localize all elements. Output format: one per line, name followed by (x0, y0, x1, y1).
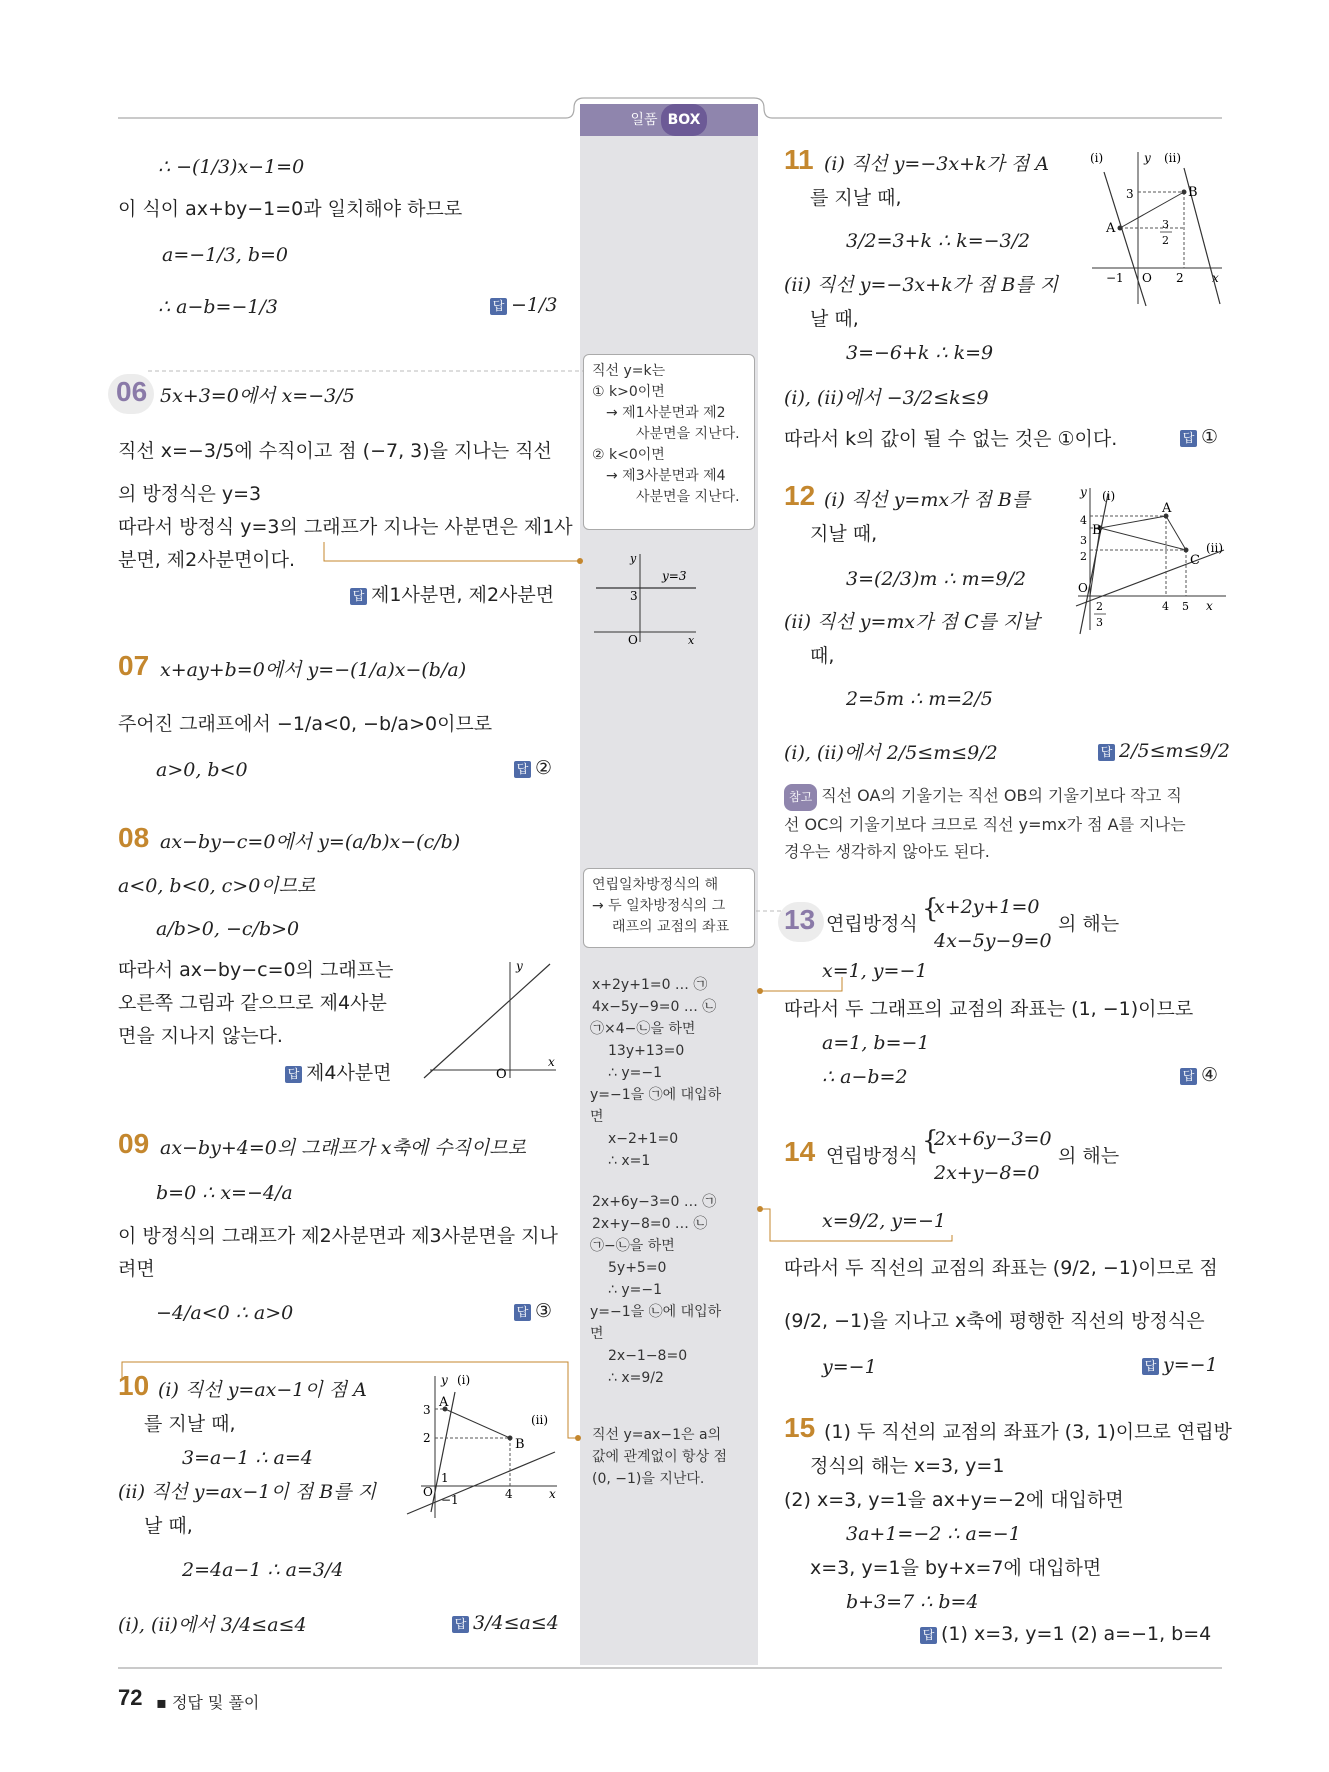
work13-line0: x+2y+1=0 … ㉠ (592, 977, 708, 993)
q13-eq2: 4x−5y−9=0 (934, 930, 1052, 952)
q10-number: 10 (118, 1370, 150, 1401)
side10-line0: 직선 y=ax−1은 a의 (592, 1427, 722, 1443)
q11-line3: 3/2=3+k ∴ k=−3/2 (846, 230, 1031, 252)
q08-line2: a<0, b<0, c>0이므로 (118, 875, 316, 897)
work14-line2: ㉠−㉡을 하면 (590, 1238, 675, 1254)
p05-line2: 이 식이 ax+by−1=0과 일치해야 하므로 (118, 198, 463, 220)
q06-answer-text: 제1사분면, 제2사분면 (371, 584, 555, 606)
q12-line4: (ii) 직선 y=mx가 점 C를 지날 (784, 611, 1040, 633)
q12-line1: (i) 직선 y=mx가 점 B를 (824, 489, 1031, 511)
q10-line2: 를 지날 때, (144, 1413, 236, 1435)
q14-label2: 의 해는 (1058, 1145, 1120, 1167)
p05-answer-text: −1/3 (511, 294, 558, 316)
box-label: 일품 (630, 112, 658, 128)
q11-graph (1088, 148, 1226, 310)
q06-line3: 의 방정식은 y=3 (118, 483, 262, 505)
work13-line5: y=−1을 ㉠에 대입하 (590, 1087, 722, 1103)
svg-text:x: x (549, 1487, 556, 1501)
svg-text:(i): (i) (457, 1373, 471, 1387)
q11-line1: (i) 직선 y=−3x+k가 점 A (824, 153, 1050, 175)
q14-eq2: 2x+y−8=0 (934, 1162, 1040, 1184)
q12-note-line3: 경우는 생각하지 않아도 된다. (784, 842, 990, 861)
q09-line5: −4/a<0 ∴ a>0 (156, 1302, 294, 1324)
svg-text:x: x (1206, 599, 1213, 613)
note2-line2: 래프의 교점의 좌표 (612, 919, 730, 935)
svg-text:O: O (496, 1067, 507, 1082)
q07-answer (514, 757, 552, 779)
note-y3-graph (590, 552, 700, 644)
q07-line1: x+ay+b=0에서 y=−(1/a)x−(b/a) (160, 659, 467, 681)
svg-text:A: A (1162, 501, 1172, 516)
q15-line4: 3a+1=−2 ∴ a=−1 (846, 1523, 1021, 1545)
svg-text:B: B (1092, 523, 1102, 538)
q13-line2: x=1, y=−1 (822, 960, 928, 982)
svg-text:x: x (1212, 271, 1219, 285)
work14-line7: 2x−1−8=0 (608, 1348, 688, 1364)
q06-line5: 분면, 제2사분면이다. (118, 549, 296, 571)
q07-number: 07 (118, 650, 150, 681)
answer-icon: 답 (1142, 1358, 1159, 1375)
q15-line2: 정식의 해는 x=3, y=1 (810, 1455, 1005, 1477)
q14-line4: (9/2, −1)을 지나고 x축에 평행한 직선의 방정식은 (784, 1310, 1205, 1332)
box-badge: BOX (661, 104, 708, 136)
svg-text:(ii): (ii) (531, 1413, 549, 1427)
note1-line2: → 제1사분면과 제2 (606, 405, 726, 421)
note-simultaneous (583, 868, 755, 948)
q11-line4: (ii) 직선 y=−3x+k가 점 B를 지 (784, 274, 1059, 296)
q08-number: 08 (118, 822, 150, 853)
svg-text:−1: −1 (1106, 271, 1124, 285)
q08-answer-text: 제4사분면 (306, 1062, 392, 1084)
svg-text:3: 3 (1096, 616, 1103, 629)
q06-answer (350, 580, 554, 607)
q09-line1: ax−by+4=0의 그래프가 x축에 수직이므로 (160, 1137, 526, 1159)
answer-icon: 답 (514, 761, 531, 778)
work14-line4: ∴ y=−1 (608, 1282, 663, 1298)
q10-answer (452, 1612, 559, 1634)
q14-answer-text: y=−1 (1163, 1354, 1218, 1376)
svg-text:3: 3 (1162, 218, 1169, 231)
q10-line6: 2=4a−1 ∴ a=3/4 (182, 1559, 344, 1581)
q11-line2: 를 지날 때, (810, 187, 902, 209)
svg-text:(i): (i) (1102, 489, 1116, 503)
q12-number: 12 (784, 480, 816, 511)
q12-note (784, 782, 1186, 865)
q12-graph (1068, 484, 1228, 636)
q14-eq1: 2x+6y−3=0 (934, 1128, 1052, 1150)
svg-text:2: 2 (1080, 550, 1087, 563)
note1-line5: → 제3사분면과 제4 (606, 468, 726, 484)
q13-line5: ∴ a−b=2 (822, 1066, 908, 1088)
q15-line3: (2) x=3, y=1을 ax+y=−2에 대입하면 (784, 1489, 1124, 1511)
svg-text:x: x (548, 1055, 555, 1069)
q14-label: 연립방정식 (826, 1145, 918, 1167)
q13-answer (1180, 1064, 1218, 1086)
q10-line7: (i), (ii)에서 3/4≤a≤4 (118, 1614, 307, 1636)
q15-line5: x=3, y=1을 by+x=7에 대입하면 (810, 1557, 1102, 1579)
footer-rule (0, 1666, 1329, 1670)
q10-line3: 3=a−1 ∴ a=4 (182, 1447, 313, 1469)
svg-text:4: 4 (1080, 514, 1087, 527)
q06-connector (320, 540, 584, 564)
note1-line3: 사분면을 지난다. (636, 426, 740, 442)
q08-line1: ax−by−c=0에서 y=(a/b)x−(c/b) (160, 831, 461, 853)
svg-text:A: A (1106, 221, 1116, 236)
footer-section-text: 정답 및 풀이 (171, 1693, 260, 1712)
q13-line3: 따라서 두 그래프의 교점의 좌표는 (1, −1)이므로 (784, 998, 1194, 1020)
svg-text:4: 4 (1162, 600, 1169, 613)
svg-text:y: y (441, 1373, 448, 1387)
svg-text:y: y (630, 552, 637, 565)
q12-answer (1098, 740, 1230, 762)
svg-text:2: 2 (1096, 600, 1103, 613)
work13-line6: 면 (590, 1109, 604, 1125)
svg-text:B: B (515, 1437, 525, 1452)
work14-line5: y=−1을 ㉡에 대입하 (590, 1304, 722, 1320)
side10-line1: 값에 관계없이 항상 점 (592, 1449, 728, 1465)
q08-line4: 따라서 ax−by−c=0의 그래프는 (118, 959, 394, 981)
work14-line6: 면 (590, 1326, 604, 1342)
q14-brace: { (922, 1126, 939, 1156)
svg-text:y: y (1080, 485, 1087, 499)
svg-text:O: O (423, 1485, 433, 1499)
q10-graph (405, 1372, 561, 1522)
work13-line2: ㉠×4−㉡을 하면 (590, 1021, 696, 1037)
q06-number: 06 (116, 376, 148, 407)
q10-line4: (ii) 직선 y=ax−1이 점 B를 지 (118, 1481, 376, 1503)
q13-number: 13 (784, 904, 816, 935)
footer-section: ▪ 정답 및 풀이 (156, 1693, 260, 1712)
q11-line8: 따라서 k의 값이 될 수 없는 것은 ①이다. (784, 428, 1118, 450)
p05-answer (490, 294, 558, 316)
q09-line4: 려면 (118, 1258, 155, 1280)
svg-text:3: 3 (1126, 187, 1134, 201)
work14-line1: 2x+y−8=0 … ㉡ (592, 1216, 708, 1232)
q08-answer (285, 1058, 392, 1085)
side10-line2: (0, −1)을 지난다. (592, 1471, 705, 1487)
svg-text:(ii): (ii) (1206, 541, 1224, 555)
work13-line1: 4x−5y−9=0 … ㉡ (592, 999, 717, 1015)
answer-icon: 답 (452, 1616, 469, 1633)
q15-answer-text: (1) x=3, y=1 (2) a=−1, b=4 (941, 1623, 1212, 1645)
answer-icon: 답 (1098, 744, 1115, 761)
q12-line7: (i), (ii)에서 2/5≤m≤9/2 (784, 742, 998, 764)
svg-text:O: O (1142, 271, 1152, 285)
q13-line4: a=1, b=−1 (822, 1032, 930, 1054)
q14-answer (1142, 1354, 1218, 1376)
q14-number: 14 (784, 1136, 816, 1167)
svg-text:2: 2 (1176, 271, 1184, 285)
q09-line3: 이 방정식의 그래프가 제2사분면과 제3사분면을 지나 (118, 1225, 558, 1247)
note2-line1: → 두 일차방정식의 그 (592, 898, 726, 914)
svg-text:y: y (516, 959, 523, 973)
q10-answer-text: 3/4≤a≤4 (473, 1612, 559, 1634)
note2-line0: 연립일차방정식의 해 (592, 877, 719, 893)
answer-icon: 답 (1180, 430, 1197, 447)
q08-graph (420, 958, 560, 1082)
q14-line3: 따라서 두 직선의 교점의 좌표는 (9/2, −1)이므로 점 (784, 1257, 1218, 1279)
answer-icon: 답 (1180, 1068, 1197, 1085)
q06-line2: 직선 x=−3/5에 수직이고 점 (−7, 3)을 지나는 직선 (118, 440, 552, 462)
svg-text:y: y (1144, 151, 1151, 165)
work13-line4: ∴ y=−1 (608, 1065, 663, 1081)
q13-label: 연립방정식 (826, 913, 918, 935)
svg-text:4: 4 (505, 1487, 513, 1501)
q11-number: 11 (784, 144, 814, 175)
svg-text:−1: −1 (441, 1493, 459, 1507)
q15-answer (920, 1623, 1211, 1645)
side-note-10 (592, 1424, 727, 1490)
q12-line6: 2=5m ∴ m=2/5 (846, 688, 993, 710)
svg-text:A: A (439, 1395, 449, 1410)
q11-line6: 3=−6+k ∴ k=9 (846, 342, 994, 364)
q14-line5: y=−1 (822, 1356, 877, 1378)
answer-icon: 답 (285, 1066, 302, 1083)
answer-icon: 답 (514, 1304, 531, 1321)
q09-answer (514, 1300, 552, 1322)
q09-number: 09 (118, 1128, 150, 1159)
svg-text:3: 3 (630, 589, 638, 603)
q12-note-line2: 선 OC의 기울기보다 크므로 직선 y=mx가 점 A를 지나는 (784, 815, 1186, 834)
q15-line6: b+3=7 ∴ b=4 (846, 1591, 979, 1613)
q06-line4: 따라서 방정식 y=3의 그래프가 지나는 사분면은 제1사 (118, 516, 573, 538)
svg-text:O: O (1078, 581, 1088, 595)
q13-label2: 의 해는 (1058, 913, 1120, 935)
q07-answer-text: ② (535, 757, 553, 779)
svg-text:x: x (688, 634, 695, 644)
work14-line3: 5y+5=0 (608, 1260, 667, 1276)
q08-line6: 면을 지나지 않는다. (118, 1025, 283, 1047)
q12-line2: 지날 때, (810, 523, 878, 545)
svg-text:2: 2 (423, 1431, 431, 1445)
work13 (592, 974, 721, 1172)
q12-line3: 3=(2/3)m ∴ m=9/2 (846, 568, 1027, 590)
page-number: 72 (118, 1685, 143, 1710)
note1-line6: 사분면을 지난다. (636, 489, 740, 505)
q11-answer (1180, 426, 1218, 448)
q11-answer-text: ① (1201, 426, 1219, 448)
answer-icon: 답 (490, 298, 507, 315)
q15-number: 15 (784, 1412, 816, 1443)
q07-line3: a>0, b<0 (156, 759, 248, 781)
svg-text:2: 2 (1162, 234, 1169, 247)
p05-line1: ∴ −(1/3)x−1=0 (158, 156, 305, 178)
work14-line0: 2x+6y−3=0 … ㉠ (592, 1194, 717, 1210)
q13-eq1: x+2y+1=0 (934, 896, 1040, 918)
q09-answer-text: ③ (535, 1300, 553, 1322)
q11-line7: (i), (ii)에서 −3/2≤k≤9 (784, 387, 989, 409)
q15-line1: (1) 두 직선의 교점의 좌표가 (3, 1)이므로 연립방 (824, 1421, 1232, 1443)
q08-line3: a/b>0, −c/b>0 (156, 918, 300, 940)
svg-text:1: 1 (441, 1471, 449, 1485)
note-y-equals-k (583, 354, 755, 530)
q09-line2: b=0 ∴ x=−4/a (156, 1182, 293, 1204)
svg-text:(ii): (ii) (1164, 151, 1182, 165)
q13-answer-text: ④ (1201, 1064, 1219, 1086)
answer-icon: 답 (920, 1627, 937, 1644)
svg-text:(i): (i) (1090, 151, 1104, 165)
svg-text:O: O (628, 633, 638, 644)
answer-icon: 답 (350, 588, 367, 605)
q12-note-line1: 직선 OA의 기울기는 직선 OB의 기울기보다 작고 직 (821, 786, 1182, 805)
q10-line5: 날 때, (144, 1515, 193, 1537)
svg-text:C: C (1190, 553, 1200, 568)
q12-line5: 때, (810, 645, 835, 667)
q08-line5: 오른쪽 그림과 같으므로 제4사분 (118, 992, 387, 1014)
svg-text:3: 3 (423, 1403, 431, 1417)
work13-line7: x−2+1=0 (608, 1131, 679, 1147)
note1-line1: ① k>0이면 (592, 384, 665, 400)
box-header (580, 104, 758, 136)
note1-line4: ② k<0이면 (592, 447, 665, 463)
q06-dashed-line (108, 370, 584, 372)
q06-line1: 5x+3=0에서 x=−3/5 (160, 385, 355, 407)
note-tag: 참고 (784, 784, 817, 811)
work14-line8: ∴ x=9/2 (608, 1370, 664, 1386)
work14 (592, 1191, 721, 1389)
svg-text:B: B (1188, 185, 1198, 200)
q11-line5: 날 때, (810, 308, 859, 330)
svg-text:5: 5 (1182, 600, 1189, 613)
svg-text:y=3: y=3 (662, 569, 687, 583)
q13-brace: { (922, 894, 939, 924)
work13-line8: ∴ x=1 (608, 1153, 651, 1169)
q12-answer-text: 2/5≤m≤9/2 (1119, 740, 1231, 762)
q14-line2: x=9/2, y=−1 (822, 1210, 946, 1232)
note1-line0: 직선 y=k는 (592, 363, 666, 379)
svg-text:3: 3 (1080, 534, 1087, 547)
p05-line4: ∴ a−b=−1/3 (158, 296, 278, 318)
p05-line3: a=−1/3, b=0 (162, 244, 288, 266)
work13-line3: 13y+13=0 (608, 1043, 685, 1059)
q07-line2: 주어진 그래프에서 −1/a<0, −b/a>0이므로 (118, 713, 493, 735)
q10-line1: (i) 직선 y=ax−1이 점 A (158, 1379, 367, 1401)
